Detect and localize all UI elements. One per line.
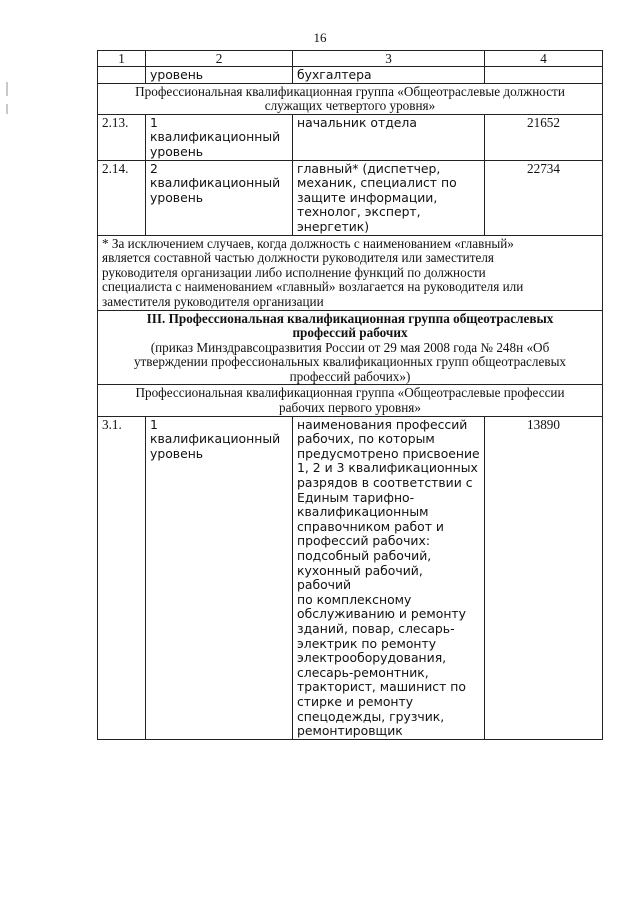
salary-cell	[485, 67, 603, 84]
group-title-row	[98, 385, 603, 416]
position-cell: бухгалтера	[293, 67, 485, 84]
group-title-row	[98, 83, 603, 114]
salary-table	[97, 50, 603, 740]
salary-cell: 13890	[485, 416, 603, 739]
level-cell: 2 квалификационный уровень	[146, 160, 293, 235]
section-heading-row	[98, 310, 603, 385]
page-number: 16	[313, 30, 327, 45]
scan-edge-mark	[6, 104, 8, 114]
header-cell: 4	[485, 51, 603, 67]
table-row	[98, 67, 603, 84]
position-cell: главный* (диспетчер, механик, специалист по защите информации, технолог, эксперт, энергетик)	[293, 160, 485, 235]
position-cell: начальник отдела	[293, 114, 485, 160]
footnote-row	[98, 235, 603, 310]
position-cell: наименования профессий рабочих, по которым предусмотрено присвоение 1, 2 и 3 квалификационных разрядов в соответствии с Единым тарифно- квалификационным справочником работ и профессий рабочих: подсобный рабочий, кухонный рабочий, рабочий по комплексному обслуживанию и ремонту зданий, повар, слесарь- электрик по ремонту электрооборудования, слесарь-ремонтник, тракторист, машинист по стирке и ремонту спецодежды, грузчик, ремонтировщик	[293, 416, 485, 739]
row-number-cell: 2.14.	[98, 160, 146, 235]
section-order-reference: (приказ Минздравсоцразвития России от 29 мая 2008 года № 248н «Об утверждении профессиональных квалификационных групп общеотраслевых профессий рабочих»)	[133, 339, 567, 384]
row-number-cell: 3.1.	[98, 416, 146, 739]
header-cell: 2	[146, 51, 293, 67]
level-cell: 1 квалификационный уровень	[146, 114, 293, 160]
table-row	[98, 416, 603, 739]
table-row	[98, 114, 603, 160]
group-title: Профессиональная квалификационная группа «Общеотраслевые профессии рабочих первого уровня»	[98, 385, 603, 416]
header-cell: 1	[98, 51, 146, 67]
footnote: * За исключением случаев, когда должность с наименованием «главный» является составной частью должности руководителя или заместителя руководителя организации либо исполнение функций по должности специалиста с наименованием «главный» возлагается на руководителя или заместителя руководителя организации	[98, 235, 603, 310]
salary-cell: 22734	[485, 160, 603, 235]
scan-edge-mark	[6, 82, 8, 96]
group-title: Профессиональная квалификационная группа «Общеотраслевые должности служащих четвертого уровня»	[98, 83, 603, 114]
table-row	[98, 160, 603, 235]
row-number-cell	[98, 67, 146, 84]
section-heading	[98, 310, 603, 385]
level-cell: 1 квалификационный уровень	[146, 416, 293, 739]
salary-cell: 21652	[485, 114, 603, 160]
section-title: III. Профессиональная квалификационная группа общеотраслевых профессий рабочих	[146, 310, 554, 341]
header-cell: 3	[293, 51, 485, 67]
level-cell: уровень	[146, 67, 293, 84]
row-number-cell: 2.13.	[98, 114, 146, 160]
table-header-row	[98, 51, 603, 67]
